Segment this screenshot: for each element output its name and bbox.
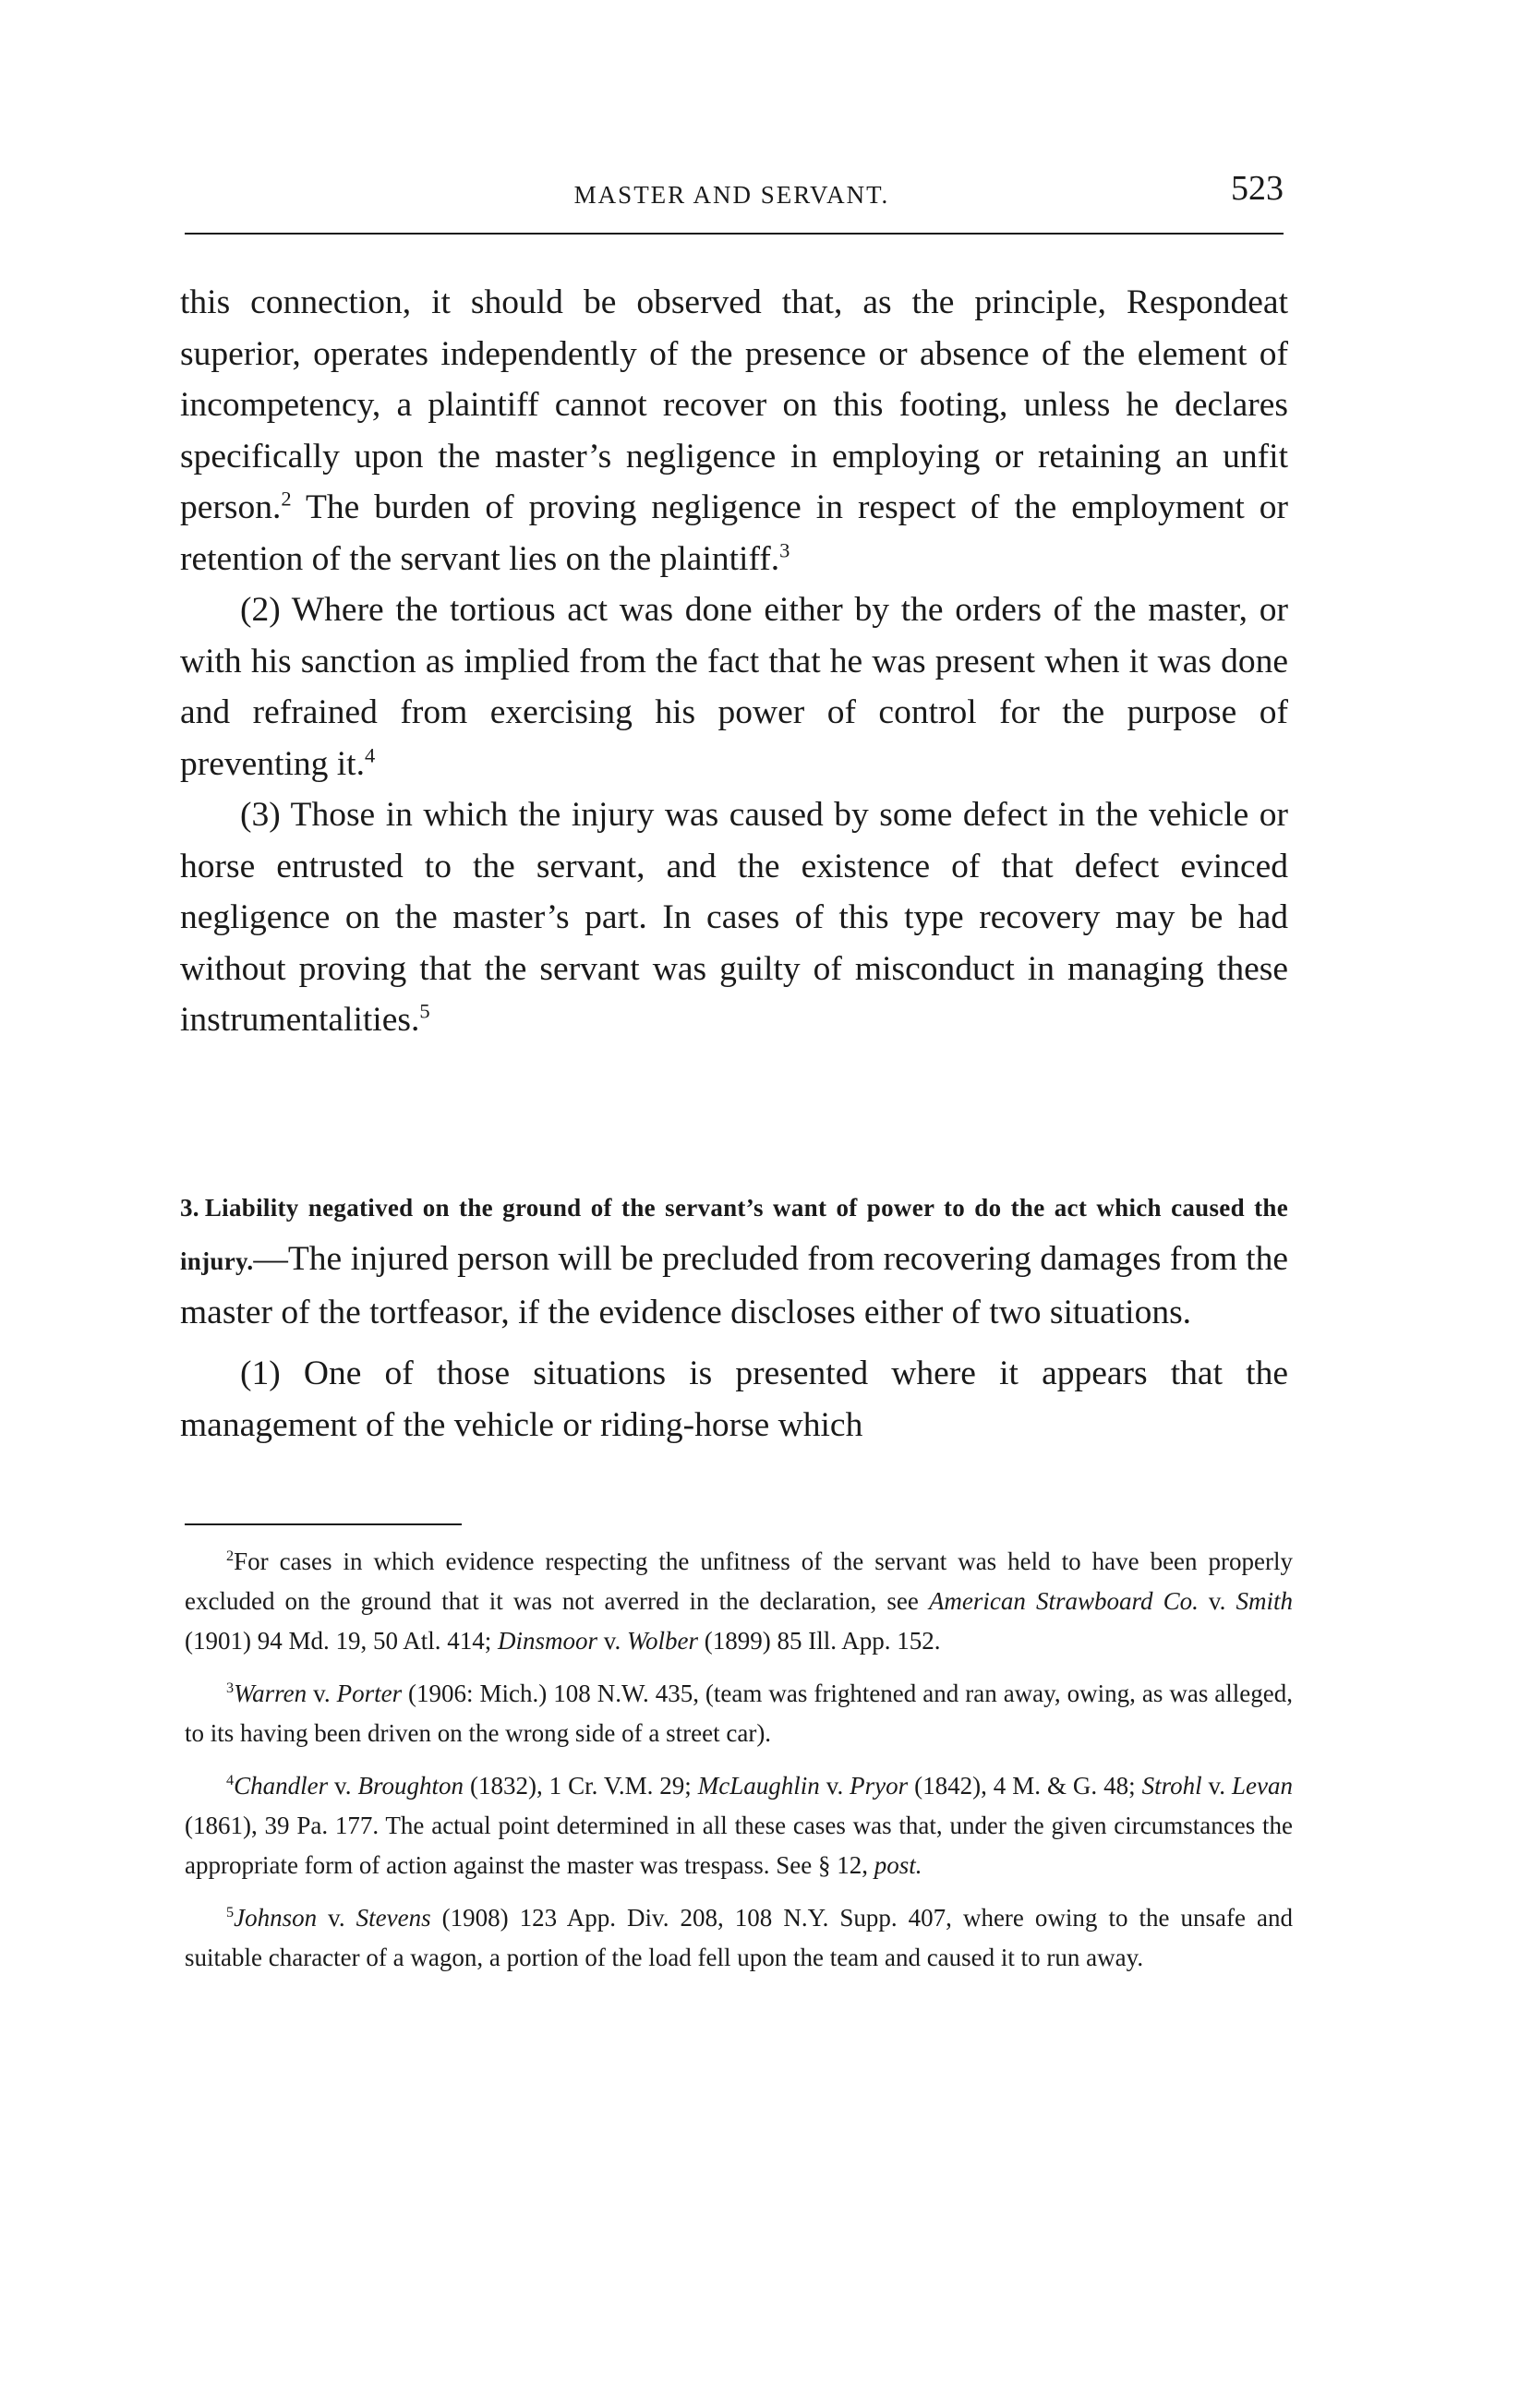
footnote-4	[185, 1766, 1293, 1885]
case-name: Strohl	[1141, 1772, 1202, 1800]
footnote-ref-2: 2	[281, 487, 292, 511]
footnote-text: (1861), 39 Pa. 177. The actual point determined in all these cases was that, under the given circumstances the appropriate form of action against the master was trespass. See § 12,	[185, 1812, 1293, 1879]
case-versus: v.	[307, 1680, 337, 1707]
paragraph-3	[180, 789, 1288, 1046]
case-name: McLaughlin	[697, 1772, 820, 1800]
case-versus: v.	[317, 1904, 356, 1932]
footnote-mark: 2	[226, 1547, 235, 1564]
case-name: Johnson	[234, 1904, 318, 1932]
case-versus: v.	[328, 1772, 358, 1800]
footnote-3	[185, 1674, 1293, 1753]
case-versus: v.	[819, 1772, 850, 1800]
case-name: Broughton	[357, 1772, 464, 1800]
paragraph-1	[180, 277, 1288, 584]
footnote-text: (1899) 85 Ill. App. 152.	[698, 1627, 941, 1655]
paragraph-1-text-b: The burden of proving negligence in respect of the employment or retention of the servant lies on the plaintiff.	[180, 488, 1288, 578]
case-versus: v.	[597, 1627, 628, 1655]
footnote-mark: 4	[226, 1772, 235, 1788]
footnote-text: (1901) 94 Md. 19, 50 Atl. 414;	[185, 1627, 499, 1655]
case-name: Levan	[1232, 1772, 1293, 1800]
section-3	[180, 1180, 1288, 1451]
section-3-lead-paragraph	[180, 1180, 1288, 1339]
footnote-ref-5: 5	[419, 999, 430, 1023]
footnote-2	[185, 1542, 1293, 1661]
section-lead-text: —The injured person will be precluded from recovering damages from the master of the tortfeasor, if the evidence discloses either of two situations.	[180, 1240, 1288, 1331]
footnote-text: (1842), 4 M. & G. 48;	[908, 1772, 1142, 1800]
footnote-mark: 3	[226, 1680, 235, 1696]
case-name: Wolber	[627, 1627, 699, 1655]
footnote-5	[185, 1898, 1293, 1978]
footnote-text: (1832), 1 Cr. V.M. 29;	[464, 1772, 698, 1800]
header-rule	[185, 233, 1284, 235]
paragraph-2	[180, 584, 1288, 789]
case-name: Dinsmoor	[498, 1627, 598, 1655]
case-name: Pryor	[850, 1772, 909, 1800]
footnote-text: For cases in which evidence respecting the unfitness of the servant was held to have been properly excluded on the ground that it was not averred in the declaration, see	[185, 1547, 1293, 1615]
paragraph-1-text-a: this connection, it should be observed that, as the principle, Respondeat superior, operates independently of the presence or absence of the element of incompetency, a plaintiff cannot recover on this footing, unless he declares specifically upon the master’s negligence in employing or retaining an unfit person.	[180, 283, 1288, 526]
case-name: Porter	[336, 1680, 403, 1707]
case-name: Stevens	[356, 1904, 431, 1932]
case-versus: v.	[1198, 1587, 1236, 1615]
case-name: Chandler	[234, 1772, 329, 1800]
main-text	[180, 277, 1288, 1046]
running-title: MASTER AND SERVANT.	[573, 181, 890, 209]
footnote-ref-4: 4	[364, 743, 376, 766]
footnotes	[185, 1542, 1293, 1991]
footnote-ref-3: 3	[779, 538, 790, 561]
footnote-mark: 5	[226, 1904, 235, 1920]
footnote-rule	[185, 1523, 462, 1525]
case-versus: v.	[1201, 1772, 1233, 1800]
running-head	[180, 166, 1284, 222]
paragraph-3-text: (3) Those in which the injury was caused by some defect in the vehicle or horse entrusted to the servant, and the existence of that defect evinced negligence on the master’s part. In cases of this type recovery may be had without proving that the servant was guilty of misconduct in managing these instrumentalities.	[180, 796, 1288, 1039]
footnote-text: (1908) 123 App. Div. 208, 108 N.Y. Supp. 407, where owing to the unsafe and suitable character of a wagon, a portion of the load fell upon the team and caused it to run away.	[185, 1904, 1293, 1971]
paragraph-2-text: (2) Where the tortious act was done either by the orders of the master, or with his sanction as implied from the fact that he was present when it was done and refrained from exercising his power of control for the purpose of preventing it.	[180, 591, 1288, 783]
section-number: 3.	[180, 1194, 199, 1222]
section-heading-text: Liability negatived on the ground of the servant’s want of power to do the act which caused the injury.	[180, 1194, 1288, 1275]
case-name: Warren	[234, 1680, 307, 1707]
case-name: Smith	[1236, 1587, 1294, 1615]
page-number: 523	[1231, 169, 1284, 208]
section-3-paragraph-2: (1) One of those situations is presented where it appears that the management of the vehicle or riding-horse which	[180, 1354, 1288, 1444]
case-name: American Strawboard Co.	[928, 1587, 1199, 1615]
footnote-text: (1906: Mich.) 108 N.W. 435, (team was frightened and ran away, owing, as was alleged, to its having been driven on the wrong side of a street car).	[185, 1680, 1294, 1747]
post-reference: post.	[874, 1851, 922, 1879]
